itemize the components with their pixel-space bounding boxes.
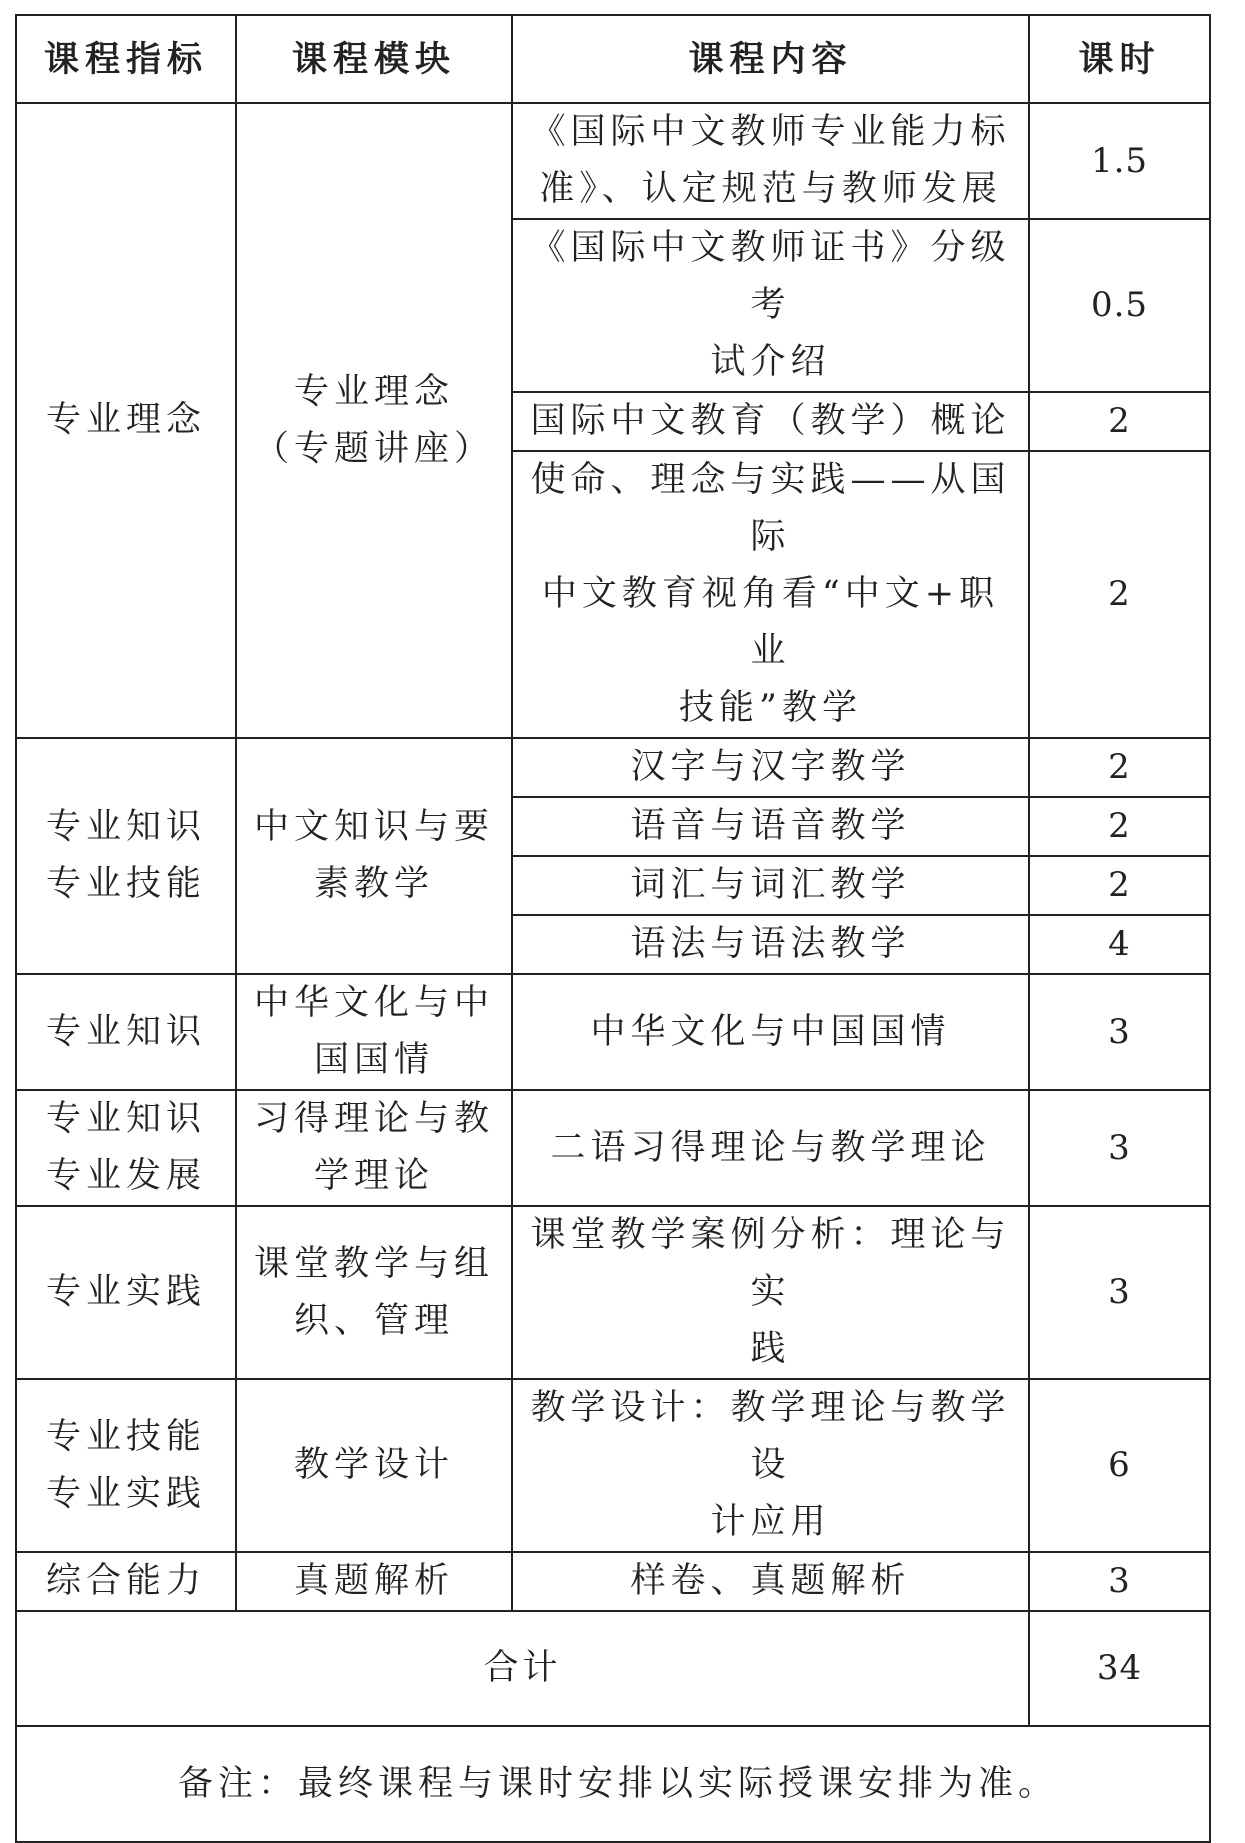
indicator-cell <box>16 974 236 1090</box>
indicator-text: 专业实践 <box>45 1272 206 1312</box>
module-cell <box>236 1206 512 1379</box>
module-text: 专业理念 <box>293 371 454 412</box>
module-cell <box>236 974 512 1090</box>
content-text: 语法与语法教学 <box>630 924 911 964</box>
content-cell <box>512 738 1029 797</box>
content-text: 《国际中文教师证书》分级考 <box>530 228 1011 325</box>
content-cell <box>512 1090 1029 1206</box>
content-text: 技能”教学 <box>679 688 862 728</box>
indicator-text: 综合能力 <box>45 1561 206 1601</box>
header-row <box>16 15 1210 103</box>
header-hours: 课时 <box>1029 15 1210 103</box>
module-cell <box>236 1552 512 1611</box>
content-cell <box>512 392 1029 451</box>
hours-cell: 2 <box>1029 856 1210 915</box>
hours-cell: 2 <box>1029 392 1210 451</box>
content-text: 准》、认定规范与教师发展 <box>539 169 1002 209</box>
content-text: 计应用 <box>710 1502 831 1542</box>
content-text: 汉字与汉字教学 <box>630 747 911 787</box>
content-cell <box>512 797 1029 856</box>
content-text: 《国际中文教师专业能力标 <box>530 112 1011 152</box>
total-label: 合计 <box>16 1611 1029 1726</box>
content-text: 使命、理念与实践——从国际 <box>530 460 1011 557</box>
indicator-cell <box>16 738 236 974</box>
header-indicator: 课程指标 <box>16 15 236 103</box>
indicator-text: 专业技能 <box>45 864 206 904</box>
content-cell <box>512 915 1029 974</box>
module-cell <box>236 1090 512 1206</box>
content-cell <box>512 1552 1029 1611</box>
module-text: 素教学 <box>313 864 434 904</box>
course-rows <box>16 103 1210 1842</box>
hours-cell: 3 <box>1029 974 1210 1090</box>
content-text: 课堂教学案例分析：理论与实 <box>530 1215 1011 1312</box>
hours-cell: 3 <box>1029 1206 1210 1379</box>
indicator-text: 专业知识 <box>45 807 206 847</box>
module-text: 课堂教学与组 <box>253 1243 494 1284</box>
hours-cell: 3 <box>1029 1552 1210 1611</box>
table-row <box>16 1379 1210 1552</box>
note-text: 备注：最终课程与课时安排以实际授课安排为准。 <box>16 1726 1210 1842</box>
content-cell <box>512 856 1029 915</box>
content-text: 试介绍 <box>710 342 831 382</box>
indicator-cell <box>16 1552 236 1611</box>
table-row <box>16 738 1210 797</box>
hours-cell: 4 <box>1029 915 1210 974</box>
total-hours: 34 <box>1029 1611 1210 1726</box>
content-cell <box>512 219 1029 392</box>
content-text: 教学设计：教学理论与教学设 <box>530 1388 1011 1485</box>
indicator-text: 专业发展 <box>45 1156 206 1196</box>
content-text: 样卷、真题解析 <box>630 1561 911 1601</box>
hours-cell: 3 <box>1029 1090 1210 1206</box>
table-row <box>16 1552 1210 1611</box>
indicator-text: 专业知识 <box>45 1011 206 1052</box>
content-cell <box>512 974 1029 1090</box>
module-text: （专题讲座） <box>253 428 494 469</box>
module-text: 习得理论与教 <box>253 1099 494 1139</box>
module-text: 织、管理 <box>293 1300 454 1341</box>
content-text: 中文教育视角看“中文+职业 <box>541 574 1000 671</box>
module-text: 学理论 <box>313 1156 434 1196</box>
indicator-cell <box>16 1090 236 1206</box>
module-text: 国国情 <box>313 1040 434 1080</box>
module-cell <box>236 1379 512 1552</box>
module-text: 教学设计 <box>293 1445 454 1485</box>
table-row <box>16 103 1210 219</box>
content-text: 践 <box>750 1329 791 1369</box>
note-row <box>16 1726 1210 1842</box>
indicator-cell <box>16 103 236 738</box>
module-text: 中华文化与中 <box>253 983 494 1023</box>
indicator-text: 专业理念 <box>45 400 206 440</box>
indicator-text: 专业实践 <box>45 1473 206 1514</box>
hours-cell: 2 <box>1029 451 1210 738</box>
header-module: 课程模块 <box>236 15 512 103</box>
module-text: 真题解析 <box>293 1561 454 1601</box>
content-text: 中华文化与中国国情 <box>590 1011 951 1052</box>
content-text: 二语习得理论与教学理论 <box>550 1127 991 1168</box>
module-cell <box>236 738 512 974</box>
hours-cell: 2 <box>1029 738 1210 797</box>
total-row <box>16 1611 1210 1726</box>
indicator-text: 专业技能 <box>45 1416 206 1457</box>
indicator-cell <box>16 1379 236 1552</box>
module-cell <box>236 103 512 738</box>
course-table <box>15 14 1211 1843</box>
hours-cell: 6 <box>1029 1379 1210 1552</box>
header-content: 课程内容 <box>512 15 1029 103</box>
hours-cell: 2 <box>1029 797 1210 856</box>
hours-cell: 1.5 <box>1029 103 1210 219</box>
content-text: 词汇与词汇教学 <box>630 865 911 905</box>
content-cell <box>512 451 1029 738</box>
content-text: 语音与语音教学 <box>630 806 911 846</box>
indicator-cell <box>16 1206 236 1379</box>
indicator-text: 专业知识 <box>45 1099 206 1139</box>
content-cell <box>512 1206 1029 1379</box>
table-row <box>16 1206 1210 1379</box>
table-row <box>16 974 1210 1090</box>
content-text: 国际中文教育（教学）概论 <box>530 401 1011 441</box>
table-row <box>16 1090 1210 1206</box>
module-text: 中文知识与要 <box>253 807 494 847</box>
hours-cell: 0.5 <box>1029 219 1210 392</box>
content-cell <box>512 103 1029 219</box>
content-cell <box>512 1379 1029 1552</box>
